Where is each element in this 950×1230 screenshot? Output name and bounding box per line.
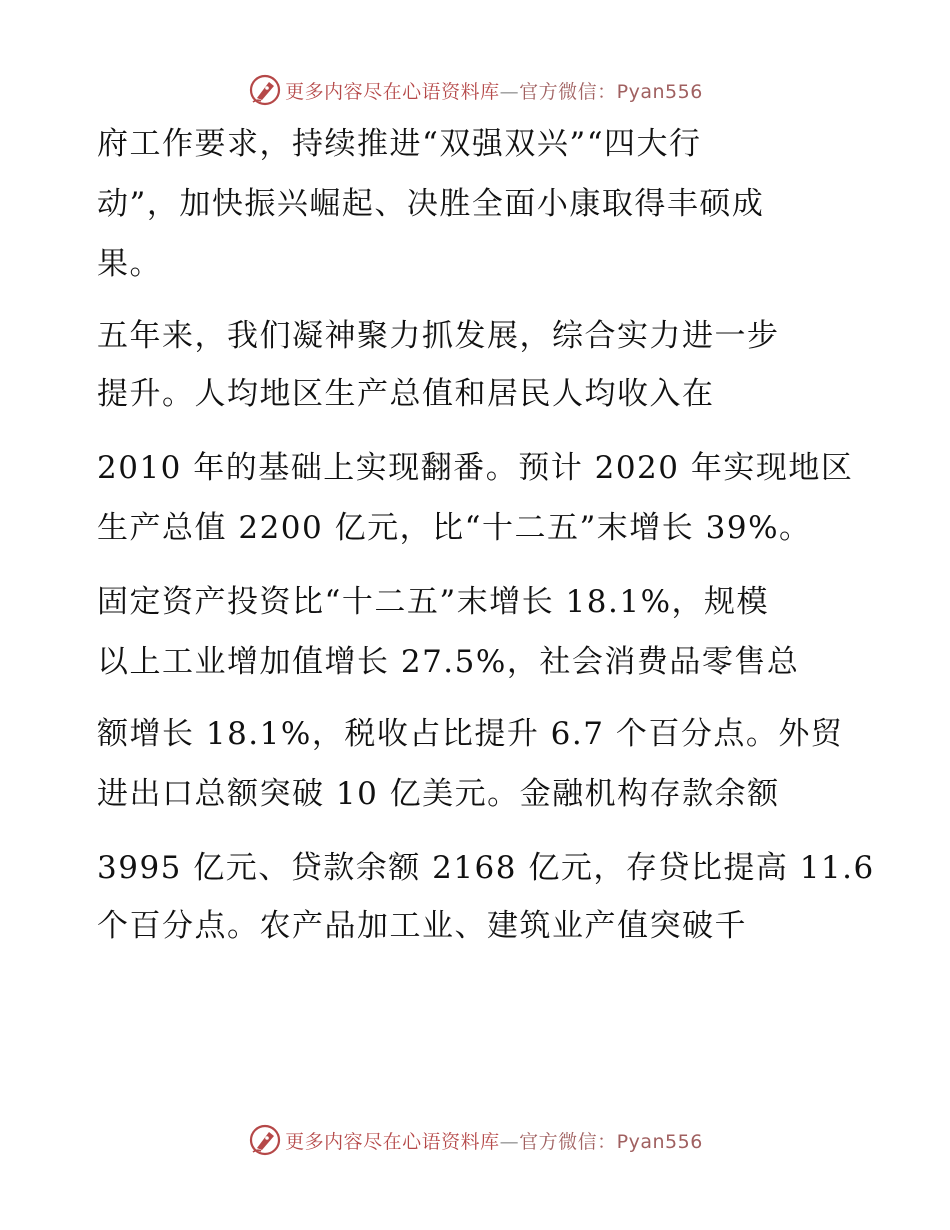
watermark-contact: 官方微信：Pyan556 [519,1130,703,1153]
watermark-text [285,1127,703,1154]
watermark-dash: — [499,1130,520,1153]
watermark-main: 更多内容尽在心语资料库 [285,80,500,103]
text-line: 以上工业增加值增长 27.5%，社会消费品零售总 [97,644,800,680]
watermark-dash: — [499,80,520,103]
pen-nib-circle-icon [247,1122,283,1158]
text-line: 进出口总额突破 10 亿美元。金融机构存款余额 [97,776,780,812]
text-line: 生产总值 2200 亿元，比“十二五”末增长 39%。 [97,510,812,546]
header-watermark [0,70,950,110]
text-line: 动”，加快振兴崛起、决胜全面小康取得丰硕成 [97,186,765,222]
footer-watermark [0,1120,950,1160]
text-line: 固定资产投资比“十二五”末增长 18.1%，规模 [97,584,770,620]
text-line: 额增长 18.1%，税收占比提升 6.7 个百分点。外贸 [97,716,844,752]
watermark-contact: 官方微信：Pyan556 [519,80,703,103]
text-line: 五年来，我们凝神聚力抓发展，综合实力进一步 [97,318,780,354]
text-line: 3995 亿元、贷款余额 2168 亿元，存贷比提高 11.6 [97,850,875,886]
text-line: 府工作要求，持续推进“双强双兴”“四大行 [97,126,702,162]
watermark-main: 更多内容尽在心语资料库 [285,1130,500,1153]
text-line: 果。 [97,246,162,282]
text-line: 2010 年的基础上实现翻番。预计 2020 年实现地区 [97,450,854,486]
text-line: 个百分点。农产品加工业、建筑业产值突破千 [97,908,747,944]
watermark-text [285,77,703,104]
pen-nib-circle-icon [247,72,283,108]
text-line: 提升。人均地区生产总值和居民人均收入在 [97,376,715,412]
